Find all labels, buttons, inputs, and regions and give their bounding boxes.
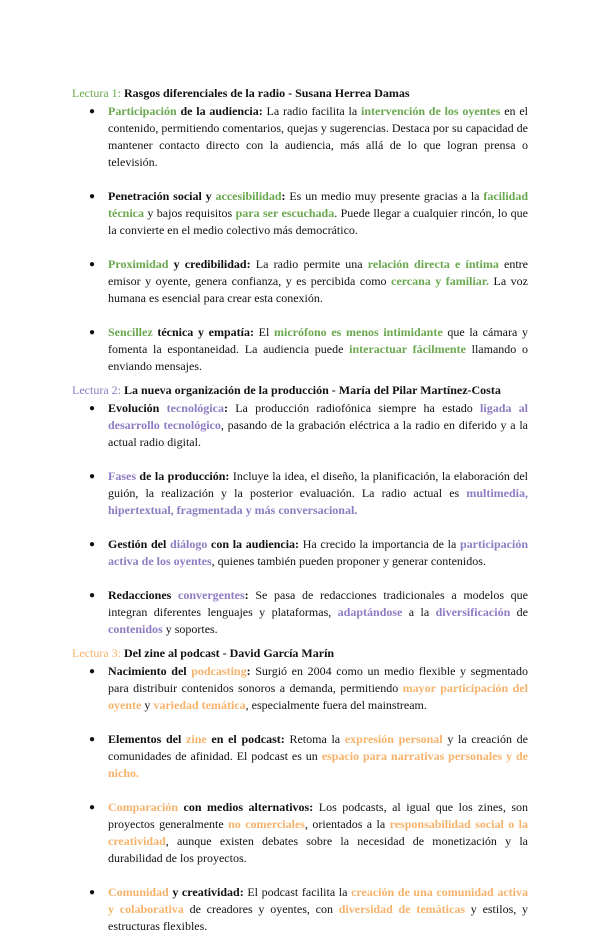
bold-text: : (244, 588, 249, 602)
bullet-icon: ● (89, 327, 96, 338)
bullet-icon: ● (89, 471, 96, 482)
body-text: , aunque existen debates sobre la necesidad de monetización y la durabilidad de los proyectos. (108, 834, 528, 865)
bullet-icon: ● (89, 539, 96, 550)
highlighted-text: responsabilidad social o la creatividad (108, 817, 529, 848)
lectura-label: Lectura 1: (72, 86, 121, 100)
bold-text: Elementos del (108, 732, 187, 746)
body-text: , quienes también pueden proponer y generar contenidos. (211, 554, 486, 568)
bullet-icon: ● (89, 106, 96, 117)
list-item (72, 587, 528, 638)
highlighted-text: no comerciales (228, 817, 305, 831)
highlighted-text: facilidad técnica (108, 189, 528, 220)
body-text: a la (402, 605, 436, 619)
list-item (72, 799, 528, 867)
body-text: La radio permite una (250, 257, 368, 271)
highlighted-text: diálogo (170, 537, 208, 551)
list-item (72, 324, 528, 375)
highlighted-text: participación activa de los oyentes (108, 537, 528, 568)
bullet-icon: ● (89, 191, 96, 202)
body-text: y bajos requisitos (143, 206, 236, 220)
bullet-list (72, 103, 528, 375)
body-text: , especialmente fuera del mainstream. (245, 698, 427, 712)
body-text: , orientados a la (304, 817, 390, 831)
bold-text: y credibilidad: (168, 257, 251, 271)
bullet-icon: ● (89, 666, 96, 677)
bullet-icon: ● (89, 802, 96, 813)
bold-text: con la audiencia: (207, 537, 300, 551)
highlighted-text: para ser escuchada (235, 206, 335, 220)
lectura-label: Lectura 2: (72, 383, 121, 397)
document-page (72, 85, 528, 942)
highlighted-text: expresión personal (344, 732, 443, 746)
list-item (72, 103, 528, 171)
body-text: entre emisor y oyente, genera confianza, y es percibida como (108, 257, 529, 288)
body-text: Ha crecido la importancia de la (299, 537, 460, 551)
highlighted-text: multimedia, hipertextual, fragmentada y más conversacional. (108, 486, 528, 517)
body-text: de (510, 605, 528, 619)
bold-text: Evolución (108, 401, 167, 415)
list-item (72, 400, 528, 451)
body-text: de creadores y oyentes, con (183, 902, 339, 916)
highlighted-text: podcasting (191, 664, 247, 678)
bold-text: en el podcast: (206, 732, 285, 746)
highlighted-text: espacio para narrativas personales y de nicho. (108, 749, 528, 780)
highlighted-text: diversificación (435, 605, 511, 619)
bold-text: : (281, 189, 286, 203)
bullet-list (72, 400, 528, 638)
body-text: La radio facilita la (262, 104, 362, 118)
bold-text: Redacciones (108, 588, 179, 602)
bold-text: con medios alternativos: (178, 800, 314, 814)
list-item (72, 536, 528, 570)
highlighted-text: Comparación (108, 800, 178, 814)
list-item (72, 884, 528, 935)
highlighted-text: mayor participación del oyente (108, 681, 528, 712)
body-text: que la cámara y fomenta la espontaneidad. La audiencia puede (108, 325, 528, 356)
body-text: El podcast facilita la (243, 885, 352, 899)
lectura-section-3 (72, 645, 528, 935)
body-text: El (253, 325, 274, 339)
highlighted-text: contenidos (108, 622, 163, 636)
lectura-label: Lectura 3: (72, 646, 121, 660)
highlighted-text: convergentes (178, 588, 245, 602)
highlighted-text: Proximidad (108, 257, 169, 271)
body-text: Es un medio muy presente gracias a la (285, 189, 484, 203)
highlighted-text: Sencillez (108, 325, 153, 339)
highlighted-text: interactuar fácilmente (349, 342, 466, 356)
list-item (72, 731, 528, 782)
lectura-title: Del zine al podcast - David García Marín (120, 646, 335, 660)
list-item (72, 256, 528, 307)
body-text: , pasando de la grabación eléctrica a la radio en diferido y a la actual radio digital. (108, 418, 528, 449)
lectura-section-2 (72, 382, 528, 638)
bold-text: : (223, 401, 228, 415)
bold-text: técnica y empatía: (152, 325, 254, 339)
highlighted-text: relación directa e íntima (367, 257, 499, 271)
body-text: Retoma la (284, 732, 345, 746)
body-text: La producción radiofónica siempre ha estado (227, 401, 481, 415)
body-text: Surgió en 2004 como un medio flexible y segmentado para distribuir contenidos sonoros a demanda, permitiendo (108, 664, 528, 695)
body-text: Incluye la idea, el diseño, la planificación, la elaboración del guión, la realización y la posterior evaluación. La radio actual es (108, 469, 528, 500)
body-text: y estilos, y estructuras flexibles. (108, 902, 529, 933)
body-text: Los podcasts, al igual que los zines, son proyectos generalmente (108, 800, 529, 831)
highlighted-text: Fases (108, 469, 136, 483)
lectura-section-1 (72, 85, 528, 375)
list-item (72, 663, 528, 714)
highlighted-text: zine (186, 732, 207, 746)
bullet-list (72, 663, 528, 935)
highlighted-text: tecnológica (166, 401, 224, 415)
body-text: llamando o enviando mensajes. (108, 342, 528, 373)
bold-text: Nacimiento del (108, 664, 192, 678)
body-text: y (141, 698, 154, 712)
highlighted-text: Comunidad (108, 885, 169, 899)
highlighted-text: Participación (108, 104, 177, 118)
bold-text: Penetración social y (108, 189, 216, 203)
lectura-title: Rasgos diferenciales de la radio - Susana Herrea Damas (120, 86, 410, 100)
highlighted-text: creación de una comunidad activa y colaborativa (108, 885, 528, 916)
section-heading (72, 382, 528, 399)
bullet-icon: ● (89, 590, 96, 601)
body-text: y soportes. (162, 622, 218, 636)
bold-text: de la producción: (136, 469, 230, 483)
bold-text: : (246, 664, 251, 678)
body-text: . Puede llegar a cualquier rincón, lo que la convierte en el medio colectivo más democrático. (108, 206, 528, 237)
highlighted-text: diversidad de temáticas (338, 902, 465, 916)
list-item (72, 188, 528, 239)
lectura-title: La nueva organización de la producción - María del Pilar Martínez-Costa (120, 383, 501, 397)
body-text: en el contenido, permitiendo comentarios, quejas y sugerencias. Destaca por su capacidad de mantener contacto directo con la audiencia, más allá de lo que logran prensa o televisión. (108, 104, 528, 169)
highlighted-text: cercana y familiar. (391, 274, 490, 288)
bullet-icon: ● (89, 887, 96, 898)
section-heading (72, 645, 528, 662)
highlighted-text: adaptándose (337, 605, 403, 619)
bold-text: Gestión del (108, 537, 171, 551)
body-text: La voz humana es esencial para crear esta conexión. (108, 274, 529, 305)
section-heading (72, 85, 528, 102)
highlighted-text: intervención de los oyentes (361, 104, 501, 118)
body-text: Se pasa de redacciones tradicionales a modelos que integran diferentes lenguajes y plataformas, (108, 588, 529, 619)
list-item (72, 468, 528, 519)
bold-text: de la audiencia: (176, 104, 263, 118)
bullet-icon: ● (89, 259, 96, 270)
highlighted-text: micrófono es menos intimidante (274, 325, 443, 339)
highlighted-text: ligada al desarrollo tecnológico (108, 401, 528, 432)
bullet-icon: ● (89, 734, 96, 745)
highlighted-text: variedad temática (153, 698, 246, 712)
highlighted-text: accesibilidad (215, 189, 282, 203)
bold-text: y creatividad: (168, 885, 244, 899)
bullet-icon: ● (89, 403, 96, 414)
body-text: y la creación de comunidades de afinidad. El podcast es un (108, 732, 529, 763)
